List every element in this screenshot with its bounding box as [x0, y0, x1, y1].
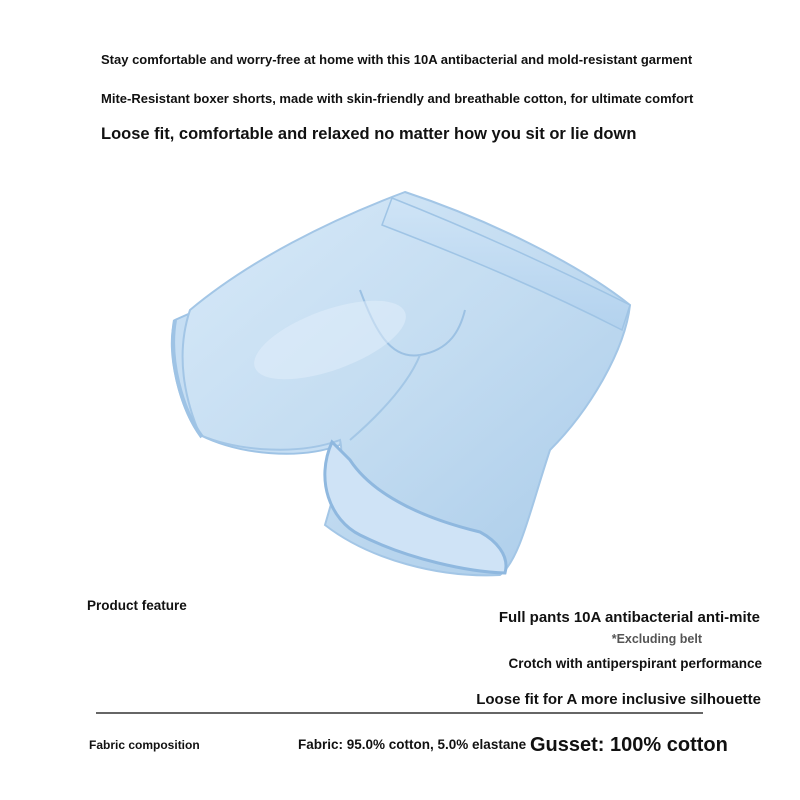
boxer-shorts-image — [160, 180, 660, 600]
feature-item: Crotch with antiperspirant performance — [508, 655, 762, 671]
divider — [96, 712, 703, 714]
feature-item: Loose fit for A more inclusive silhouette — [476, 691, 761, 708]
feature-note: *Excluding belt — [611, 631, 702, 646]
fabric-composition-label: Fabric composition — [89, 738, 200, 752]
fabric-composition-value: Fabric: 95.0% cotton, 5.0% elastane — [298, 737, 527, 752]
intro-line-3: Loose fit, comfortable and relaxed no matter how you sit or lie down — [101, 125, 637, 143]
product-feature-label: Product feature — [87, 598, 187, 613]
gusset-composition-value: Gusset: 100% cotton — [530, 734, 728, 756]
intro-line-1: Stay comfortable and worry-free at home with this 10A antibacterial and mold-resistant garment — [101, 52, 693, 67]
intro-line-2: Mite-Resistant boxer shorts, made with skin-friendly and breathable cotton, for ultimate comfort — [101, 91, 694, 106]
feature-item: Full pants 10A antibacterial anti-mite — [498, 609, 760, 626]
